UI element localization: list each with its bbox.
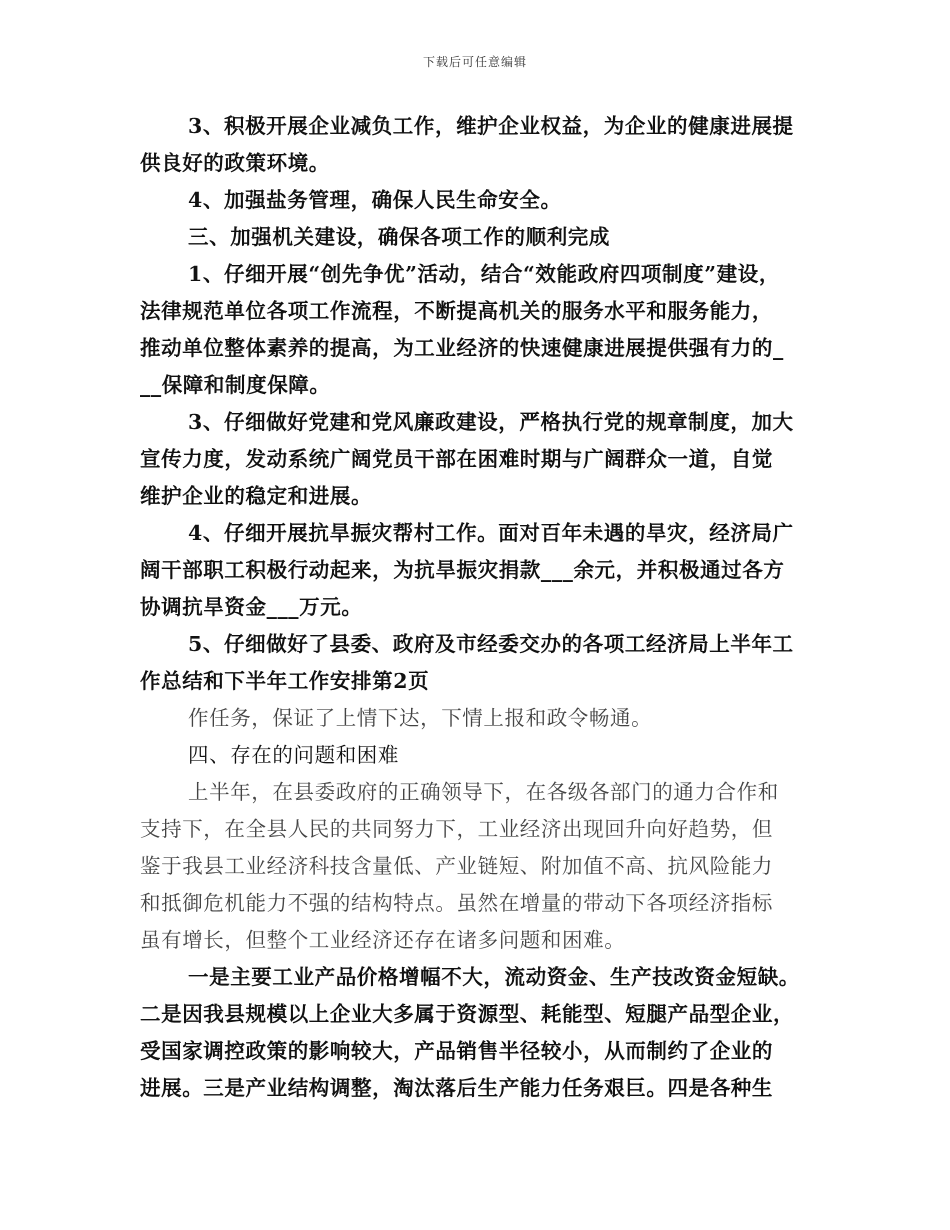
text-line: 鉴于我县工业经济科技含量低、产业链短、附加值不高、抗风险能力 bbox=[140, 854, 773, 878]
text-line: 维护企业的稳定和进展。 bbox=[140, 484, 373, 508]
text-line: 推动单位整体素养的提高，为工业经济的快速健康进展提供强有力的_ bbox=[140, 336, 784, 360]
text-line: 4、加强盐务管理，确保人民生命安全。 bbox=[188, 188, 562, 212]
text-line: 法律规范单位各项工作流程，不断提高机关的服务水平和服务能力， bbox=[140, 299, 773, 323]
text-line: 二是因我县规模以上企业大多属于资源型、耗能型、短腿产品型企业， bbox=[140, 1002, 795, 1026]
text-line: 受国家调控政策的影响较大，产品销售半径较小，从而制约了企业的 bbox=[140, 1039, 773, 1063]
text-line: 4、仔细开展抗旱振灾帮村工作。面对百年未遇的旱灾，经济局广 bbox=[188, 521, 794, 545]
text-line: 3、积极开展企业减负工作，维护企业权益，为企业的健康进展提 bbox=[188, 114, 794, 138]
text-line: __保障和制度保障。 bbox=[140, 373, 331, 397]
text-line: 和抵御危机能力不强的结构特点。虽然在增量的带动下各项经济指标 bbox=[140, 891, 773, 915]
text-line: 作任务，保证了上情下达，下情上报和政令畅通。 bbox=[188, 706, 653, 730]
text-line: 上半年，在县委政府的正确领导下，在各级各部门的通力合作和 bbox=[188, 780, 779, 804]
text-line: 作总结和下半年工作安排第2页 bbox=[140, 669, 430, 693]
text-line: 5、仔细做好了县委、政府及市经委交办的各项工经济局上半年工 bbox=[188, 632, 794, 656]
text-line: 一是主要工业产品价格增幅不大，流动资金、生产技改资金短缺。 bbox=[188, 965, 800, 989]
text-line: 进展。三是产业结构调整，淘汰落后生产能力任务艰巨。四是各种生 bbox=[140, 1076, 773, 1100]
text-line: 1、仔细开展“创先争优”活动，结合“效能政府四项制度”建设， bbox=[188, 262, 780, 286]
document-body bbox=[140, 108, 810, 1107]
page-header: 下载后可任意编辑 bbox=[422, 55, 527, 69]
text-line: 虽有增长，但整个工业经济还存在诸多问题和困难。 bbox=[140, 928, 626, 952]
text-line: 3、仔细做好党建和党风廉政建设，严格执行党的规章制度，加大 bbox=[188, 410, 794, 434]
section-heading: 三、加强机关建设，确保各项工作的顺利完成 bbox=[188, 225, 610, 249]
text-line: 宣传力度，发动系统广阔党员干部在困难时期与广阔群众一道，自觉 bbox=[140, 447, 773, 471]
text-line: 协调抗旱资金___万元。 bbox=[140, 595, 363, 619]
text-line: 阔干部职工积极行动起来，为抗旱振灾捐款___余元，并积极通过各方 bbox=[140, 558, 785, 582]
text-line: 供良好的政策环境。 bbox=[140, 151, 330, 175]
text-line: 支持下，在全县人民的共同努力下，工业经济出现回升向好趋势，但 bbox=[140, 817, 773, 841]
section-heading: 四、存在的问题和困难 bbox=[188, 743, 399, 767]
